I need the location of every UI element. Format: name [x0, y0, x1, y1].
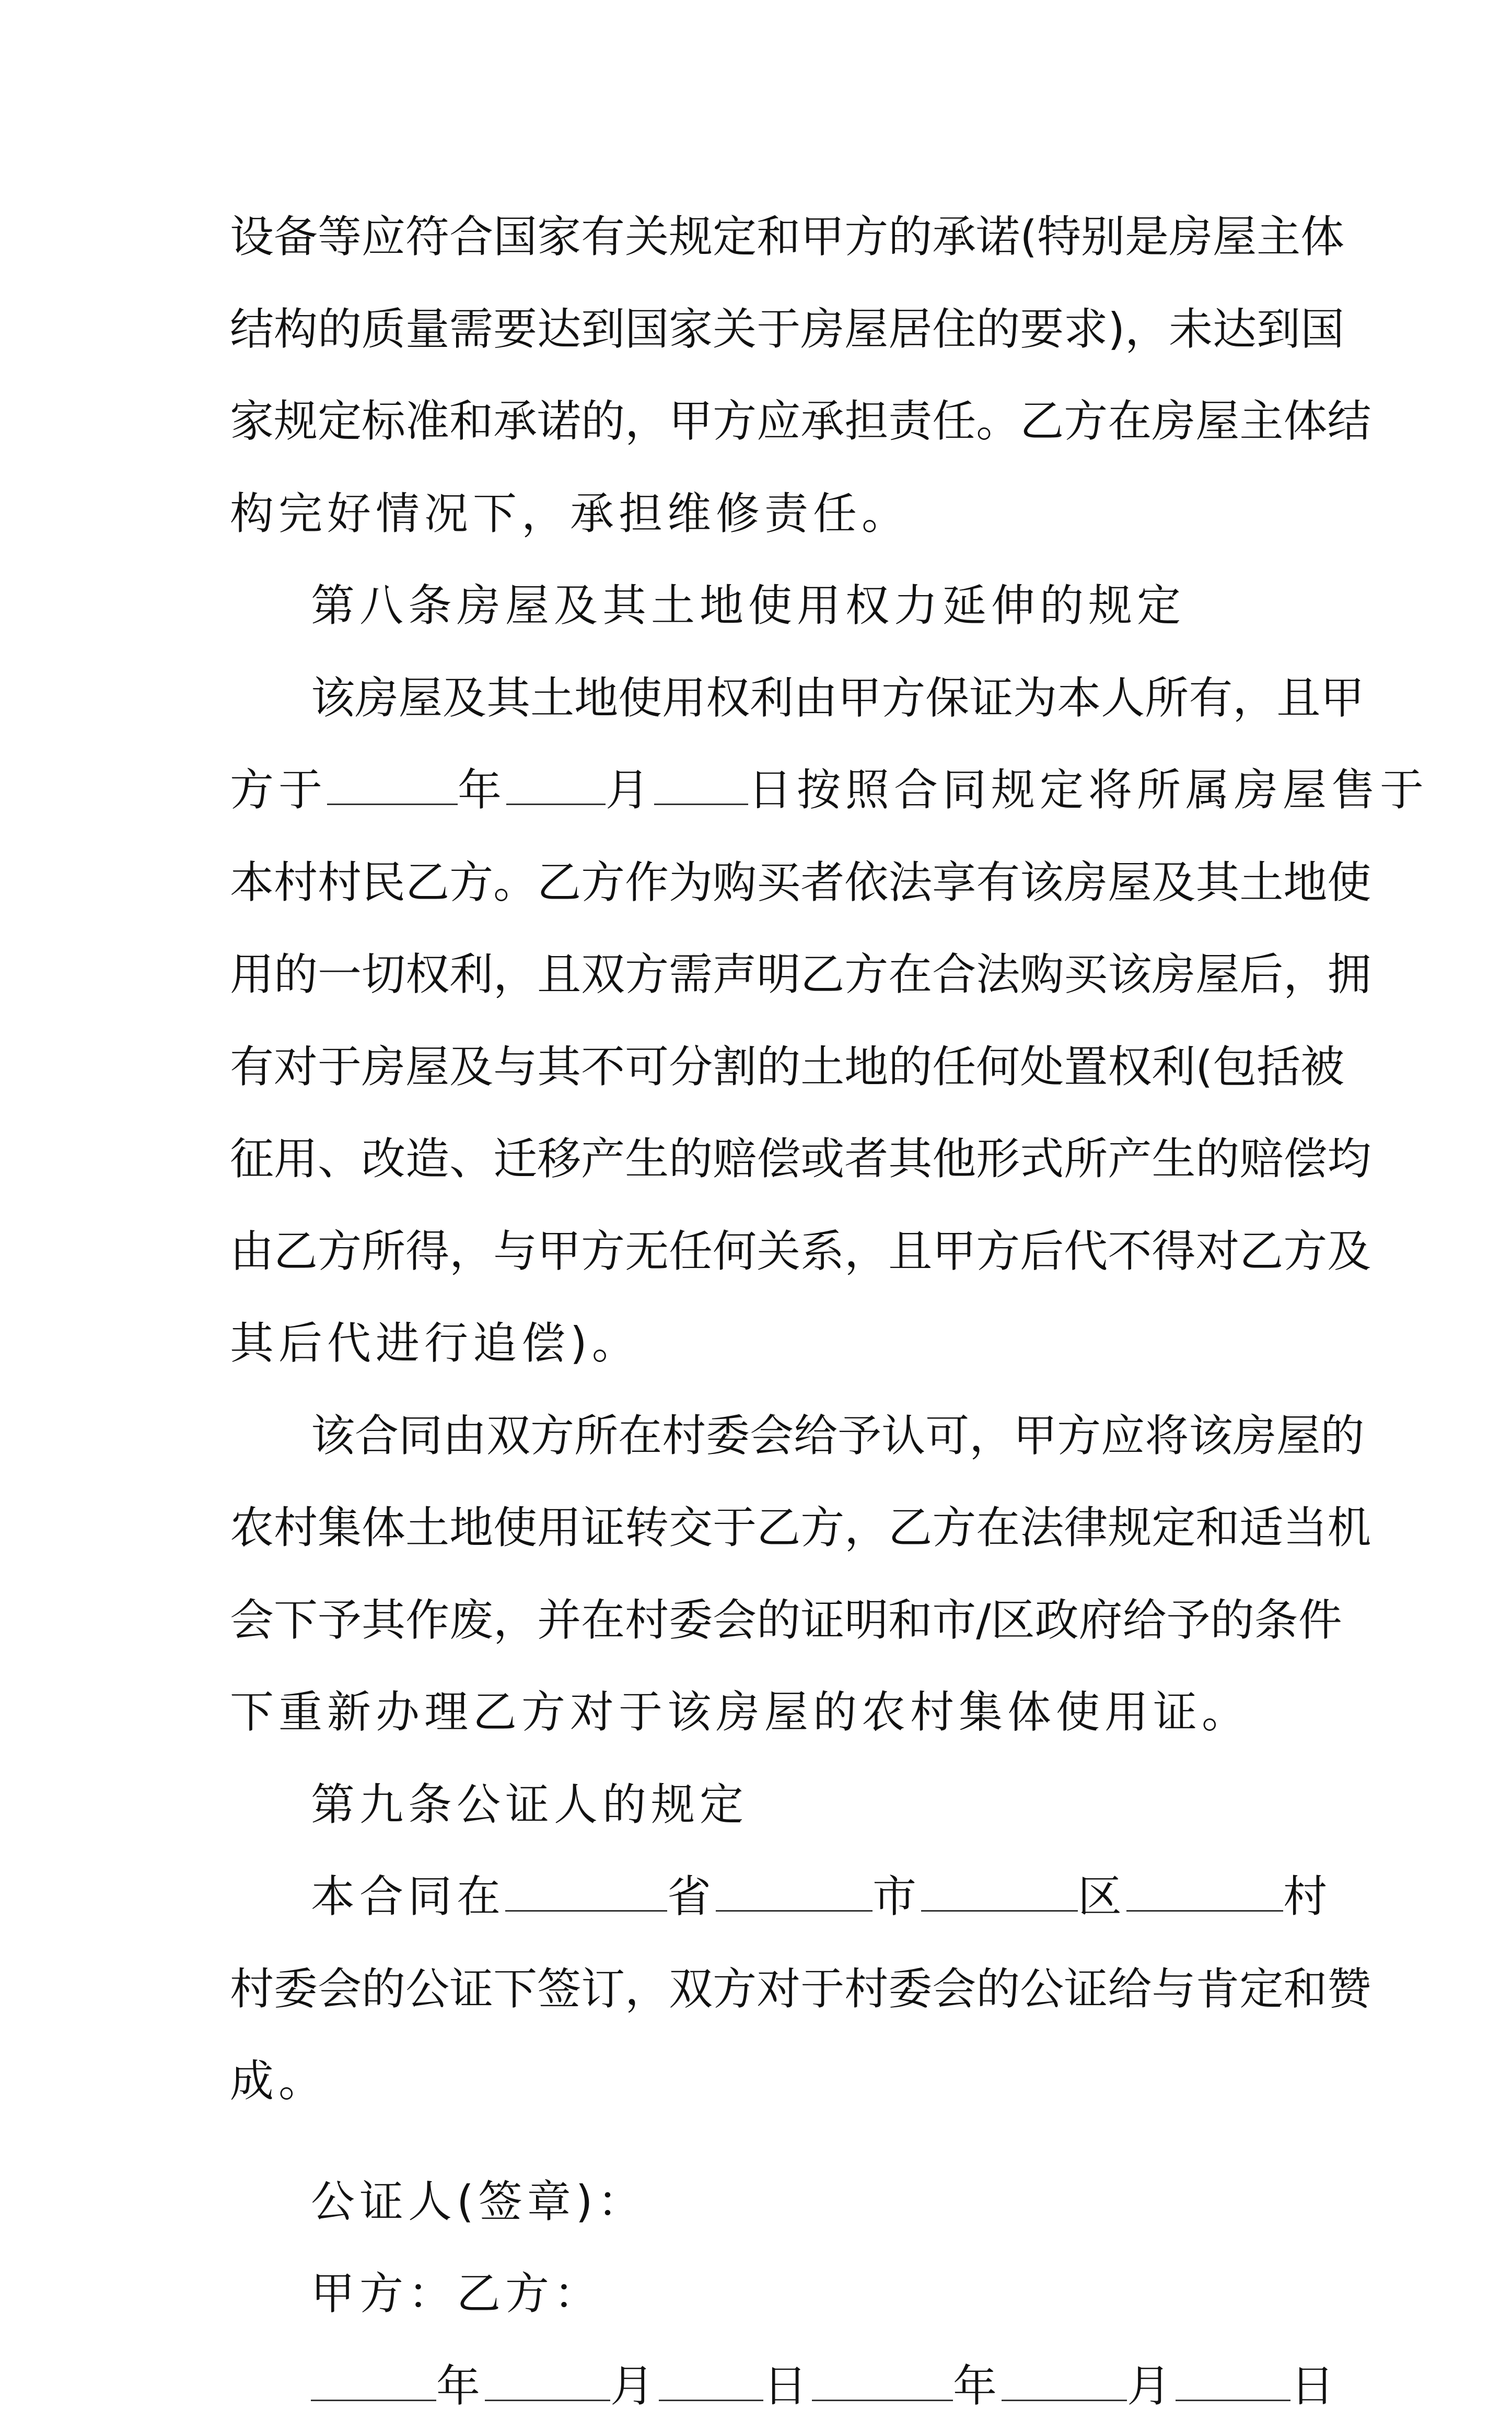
- province-blank: [505, 1860, 667, 1912]
- district-blank: [921, 1860, 1078, 1912]
- text-fragment: 月: [606, 764, 654, 816]
- text-fragment: 年: [953, 2360, 1002, 2412]
- text-fragment: 年: [458, 764, 506, 816]
- text-fragment: 日按照合同规定将所属房屋售于: [748, 764, 1428, 816]
- text-fragment: 本合同在: [311, 1871, 505, 1922]
- contract-text: [230, 191, 1285, 2432]
- text-fragment: 省: [667, 1871, 716, 1922]
- year-blank: [327, 754, 458, 805]
- text-fragment: 日: [1290, 2360, 1339, 2412]
- text-fragment: 月: [1127, 2360, 1176, 2412]
- section-heading: 第八条房屋及其土地使用权力延伸的规定: [230, 560, 1285, 652]
- signature-dates-line: [230, 2340, 1285, 2432]
- text-fragment: 市: [873, 1871, 921, 1922]
- text-line: 设 备 等 应 符 合 国 家 有 关 规 定 和 甲 方 的 承 诺 ( 特 别 是 房 屋 主 体: [230, 191, 1285, 283]
- text-line: 有 对 于 房 屋 及 与 其 不 可 分 割 的 土 地 的 任 何 处 置 权 利 ( 包 括 被: [230, 1021, 1285, 1113]
- text-fragment: 区: [1078, 1871, 1126, 1922]
- text-line: 家 规 定 标 准 和 承 诺 的 ， 甲 方 应 承 担 责 任 。 乙 方 在 房 屋 主 体 结: [230, 375, 1285, 468]
- city-blank: [716, 1860, 873, 1912]
- year-blank: [812, 2350, 953, 2401]
- text-line: 村 委 会 的 公 证 下 签 订 ， 双 方 对 于 村 委 会 的 公 证 给 与 肯 定 和 赞: [230, 1943, 1285, 2035]
- text-line: 农 村 集 体 土 地 使 用 证 转 交 于 乙 方 ， 乙 方 在 法 律 规 定 和 适 当 机: [230, 1482, 1285, 1574]
- text-fragment: 村: [1283, 1871, 1332, 1922]
- notary-signature: 公证人(签章)：: [230, 2156, 1285, 2248]
- text-line: 该 合 同 由 双 方 所 在 村 委 会 给 予 认 可 ， 甲 方 应 将 该 房 屋 的: [230, 1390, 1285, 1482]
- text-line: 由 乙 方 所 得 ， 与 甲 方 无 任 何 关 系 ， 且 甲 方 后 代 不 得 对 乙 方 及: [230, 1205, 1285, 1298]
- text-fragment: 日: [763, 2360, 812, 2412]
- text-line: 其后代进行追偿)。: [230, 1297, 1285, 1390]
- text-line: 征 用 、 改 造 、 迁 移 产 生 的 赔 偿 或 者 其 他 形 式 所 产 生 的 赔 偿 均: [230, 1113, 1285, 1205]
- section-heading: 第九条公证人的规定: [230, 1759, 1285, 1851]
- text-line: 会 下 予 其 作 废 ， 并 在 村 委 会 的 证 明 和 市 / 区 政 府 给 予 的 条 件: [230, 1574, 1285, 1667]
- village-blank: [1126, 1860, 1283, 1912]
- text-line: 下重新办理乙方对于该房屋的农村集体使用证。: [230, 1666, 1285, 1759]
- location-line: [230, 1851, 1285, 1943]
- text-fragment: 月: [610, 2360, 659, 2412]
- text-fragment: 方于: [230, 764, 327, 816]
- sale-date-line: [230, 744, 1285, 836]
- text-line: 构完好情况下，承担维修责任。: [230, 468, 1285, 560]
- day-blank: [1176, 2350, 1290, 2401]
- spacer: [230, 2127, 1285, 2156]
- month-blank: [485, 2350, 610, 2401]
- party-signatures: 甲方：乙方：: [230, 2248, 1285, 2340]
- month-blank: [506, 754, 606, 805]
- year-blank: [311, 2350, 436, 2401]
- text-line: 结 构 的 质 量 需 要 达 到 国 家 关 于 房 屋 居 住 的 要 求 ) ， 未 达 到 国: [230, 283, 1285, 376]
- text-line: 成。: [230, 2035, 1285, 2127]
- text-line: 用 的 一 切 权 利 ， 且 双 方 需 声 明 乙 方 在 合 法 购 买 该 房 屋 后 ， 拥: [230, 928, 1285, 1021]
- text-line: 本 村 村 民 乙 方 。 乙 方 作 为 购 买 者 依 法 享 有 该 房 屋 及 其 土 地 使: [230, 836, 1285, 929]
- month-blank: [1002, 2350, 1127, 2401]
- text-line: 该 房 屋 及 其 土 地 使 用 权 利 由 甲 方 保 证 为 本 人 所 有 ， 且 甲: [230, 652, 1285, 744]
- day-blank: [654, 754, 748, 805]
- text-fragment: 年: [436, 2360, 485, 2412]
- day-blank: [659, 2350, 763, 2401]
